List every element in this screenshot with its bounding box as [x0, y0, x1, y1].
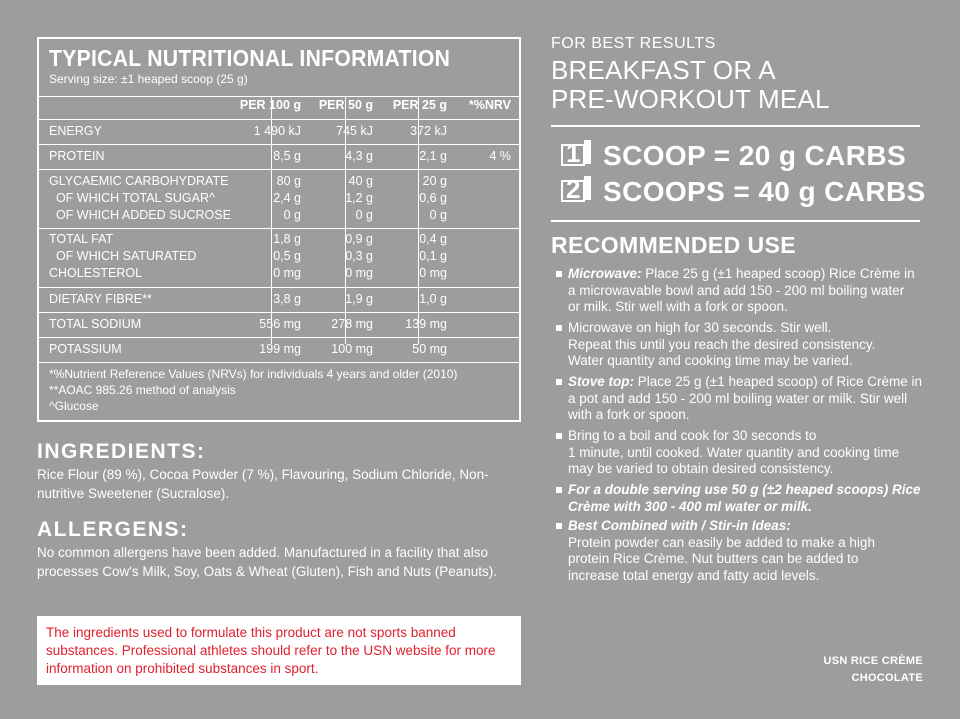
nutrient-label: GLYCAEMIC CARBOHYDRATE	[49, 174, 229, 188]
product-name: USN RICE CRÈME	[823, 655, 923, 667]
recommended-item-text: Microwave on high for 30 seconds. Stir well. Repeat this until you reach the desired consistency. Water quantity and cooking time may be varied.	[568, 320, 876, 368]
recommended-item	[556, 518, 936, 584]
nutrient-value: 372 kJ	[410, 124, 447, 138]
nutrient-value: 139 mg	[405, 317, 447, 331]
recommended-item-text: Place 25 g (±1 heaped scoop) of Rice Crème in a pot and add 150 - 200 ml boiling water or milk. Stir well with a fork or spoon.	[568, 374, 923, 422]
nutrient-label: OF WHICH SATURATED	[49, 249, 197, 263]
nutrient-value: 2,1 g	[419, 149, 447, 163]
nutrient-nrv: 4 %	[489, 149, 511, 163]
nutrient-value: 40 g	[348, 174, 373, 188]
divider	[551, 125, 920, 127]
row-divider	[39, 119, 519, 120]
row-divider	[39, 169, 519, 170]
recommended-item	[556, 428, 936, 478]
nutrient-label: PROTEIN	[49, 149, 105, 163]
nutrient-label: OF WHICH TOTAL SUGAR^	[49, 191, 215, 205]
nutrient-label: TOTAL FAT	[49, 232, 114, 246]
row-divider	[39, 287, 519, 288]
recommended-use-heading: RECOMMENDED USE	[551, 232, 796, 258]
recommended-item-lead: Microwave:	[568, 266, 642, 281]
recommended-item	[556, 482, 936, 515]
ingredients-text: Rice Flour (89 %), Cocoa Powder (7 %), Flavouring, Sodium Chloride, Non-nutritive Sweetener (Sucralose).	[37, 467, 489, 501]
recommended-item-lead: Stove top:	[568, 374, 634, 389]
header-nrv: *%NRV	[468, 98, 511, 112]
scoop-1-text: SCOOP = 20 g CARBS	[603, 140, 907, 171]
nutrient-value: 80 g	[276, 174, 301, 188]
scoop-1-number: 1	[566, 138, 581, 168]
recommended-item	[556, 320, 936, 370]
nutrient-value: 0 mg	[273, 266, 301, 280]
nutrition-title: TYPICAL NUTRITIONAL INFORMATION	[49, 45, 451, 71]
nutrition-panel	[37, 37, 521, 422]
nutrient-label: ENERGY	[49, 124, 102, 138]
nutrient-value: 4,3 g	[345, 149, 373, 163]
bullet-icon	[556, 325, 562, 331]
nutrient-value: 0,4 g	[419, 232, 447, 246]
nutrient-value: 0,6 g	[419, 191, 447, 205]
banned-substances-notice: The ingredients used to formulate this product are not sports banned substances. Professional athletes should refer to the USN website for more information on prohibited substances in sport.	[37, 616, 521, 685]
footnote: **AOAC 985.26 method of analysis	[49, 383, 236, 397]
nutrient-label: POTASSIUM	[49, 342, 122, 356]
divider	[551, 220, 920, 222]
header-per100: PER 100 g	[239, 98, 301, 112]
scoop-2-line	[561, 176, 926, 208]
nutrient-value: 2,4 g	[273, 191, 301, 205]
nutrient-value: 278 mg	[331, 317, 373, 331]
nutrient-value: 0,3 g	[345, 249, 373, 263]
best-results-title-line1: BREAKFAST OR A	[551, 55, 776, 85]
nutrient-label: DIETARY FIBRE**	[49, 292, 152, 306]
nutrient-label: TOTAL SODIUM	[49, 317, 142, 331]
nutrient-value: 1,0 g	[419, 292, 447, 306]
nutrient-label: OF WHICH ADDED SUCROSE	[49, 208, 231, 222]
allergens-text: No common allergens have been added. Manufactured in a facility that also processes Cow's Milk, Soy, Oats & Wheat (Gluten), Fish and Nuts (Peanuts).	[37, 545, 497, 579]
row-divider	[39, 337, 519, 338]
recommended-item	[556, 374, 936, 424]
row-divider	[39, 312, 519, 313]
row-divider	[39, 362, 519, 363]
header-per50: PER 50 g	[318, 98, 373, 112]
nutrient-value: 3,8 g	[273, 292, 301, 306]
best-results-label: FOR BEST RESULTS	[551, 35, 716, 52]
nutrient-value: 1,2 g	[345, 191, 373, 205]
bullet-icon	[556, 523, 562, 529]
nutrient-value: 745 kJ	[336, 124, 373, 138]
recommended-item-text: Place 25 g (±1 heaped scoop) Rice Crème in a microwavable bowl and add 150 - 200 ml boiling water or milk. Stir well with a fork or spoon.	[568, 266, 915, 314]
nutrient-value: 0 g	[355, 208, 373, 222]
scoop-2-icon	[561, 176, 591, 204]
nutrient-value: 0 mg	[345, 266, 373, 280]
product-flavour: CHOCOLATE	[851, 672, 923, 684]
nutrient-value: 50 mg	[412, 342, 447, 356]
nutrient-value: 556 mg	[259, 317, 301, 331]
bullet-icon	[556, 271, 562, 277]
bullet-icon	[556, 433, 562, 439]
scoop-2-number: 2	[566, 174, 581, 204]
nutrient-value: 0,1 g	[419, 249, 447, 263]
nutrient-label: CHOLESTEROL	[49, 266, 143, 280]
recommended-item-lead: Best Combined with / Stir-in Ideas:	[568, 518, 791, 533]
footnote: ^Glucose	[49, 399, 99, 413]
serving-size: Serving size: ±1 heaped scoop (25 g)	[49, 72, 248, 86]
row-divider	[39, 228, 519, 229]
recommended-item-lead: For a double serving use 50 g (±2 heaped scoops) Rice Crème with 300 - 400 ml water or milk.	[568, 482, 921, 514]
nutrient-value: 20 g	[422, 174, 447, 188]
scoop-1-icon	[561, 140, 591, 168]
row-divider	[39, 144, 519, 145]
nutrient-value: 199 mg	[259, 342, 301, 356]
bullet-icon	[556, 487, 562, 493]
nutrient-value: 0,5 g	[273, 249, 301, 263]
best-results-title	[551, 56, 830, 114]
nutrient-value: 100 mg	[331, 342, 373, 356]
recommended-item-text: Protein powder can easily be added to make a high protein Rice Crème. Nut butters can be added to increase total energy and fatty acid levels.	[568, 534, 875, 583]
nutrient-value: 0 g	[283, 208, 301, 222]
ingredients-heading: INGREDIENTS:	[37, 440, 206, 463]
nutrient-value: 0,9 g	[345, 232, 373, 246]
scoop-2-text: SCOOPS = 40 g CARBS	[603, 176, 926, 207]
nutrient-value: 0 mg	[419, 266, 447, 280]
nutrient-value: 1 490 kJ	[253, 124, 301, 138]
nutrient-value: 1,9 g	[345, 292, 373, 306]
recommended-item-text: Bring to a boil and cook for 30 seconds to 1 minute, until cooked. Water quantity and cooking time may be varied to obtain desired consistency.	[568, 428, 900, 476]
nutrient-value: 0 g	[429, 208, 447, 222]
nutrient-value: 1,8 g	[273, 232, 301, 246]
bullet-icon	[556, 379, 562, 385]
header-per25: PER 25 g	[392, 98, 447, 112]
scoop-1-line	[561, 140, 906, 172]
recommended-item	[556, 266, 936, 316]
footnote: *%Nutrient Reference Values (NRVs) for individuals 4 years and older (2010)	[49, 367, 458, 381]
best-results-title-line2: PRE-WORKOUT MEAL	[551, 84, 830, 114]
nutrient-value: 8,5 g	[273, 149, 301, 163]
allergens-heading: ALLERGENS:	[37, 518, 189, 541]
